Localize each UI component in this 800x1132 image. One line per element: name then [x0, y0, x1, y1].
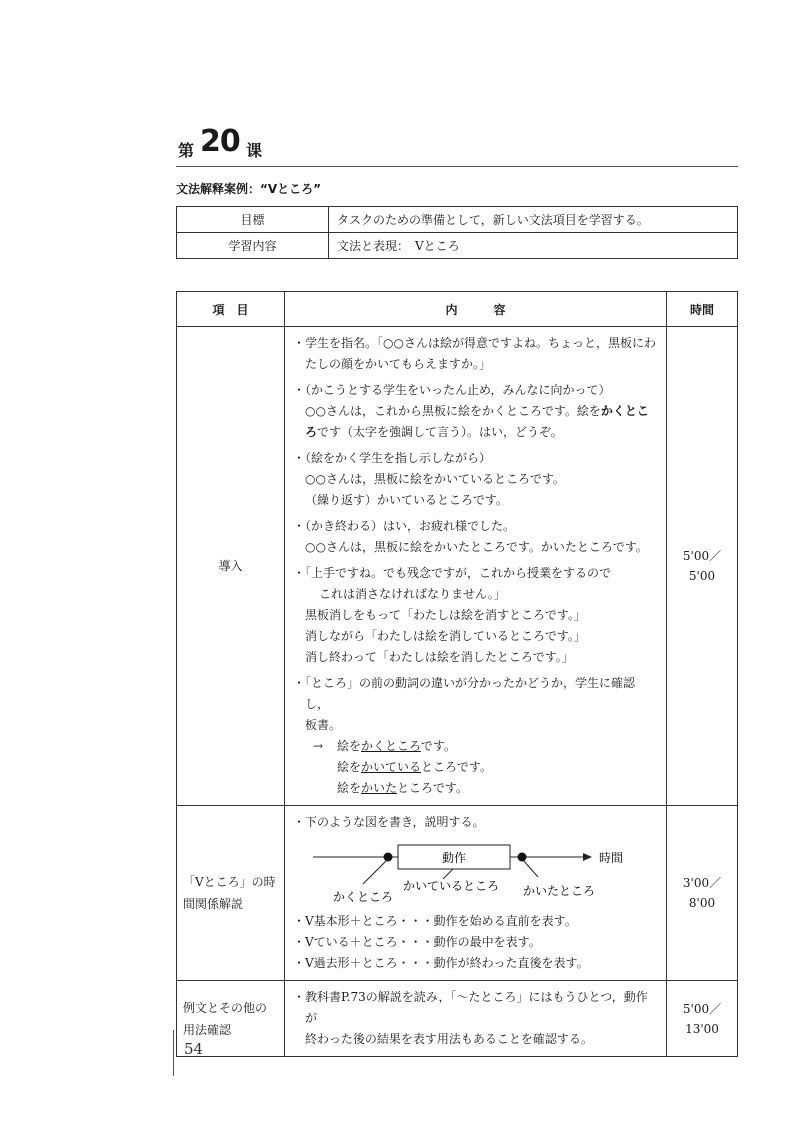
table-row: [177, 806, 738, 981]
arrow-icon: →: [313, 739, 324, 753]
header-content: 内 容: [285, 292, 667, 327]
timing-bullet: ・Vている＋ところ・・・動作の最中を表す。: [293, 935, 541, 949]
timing-bullet: ・V過去形＋ところ・・・動作が終わった直後を表す。: [293, 956, 589, 970]
intro-para-5: ・「上手ですね。でも残念ですが，これから授業をするので これは消さなければなりません。」 黒板消しをもって「わたしは絵を消すところです。」 消しながら「わたしは絵を消しているところです。」 消し終わって「わたしは絵を消したところです。」: [293, 566, 612, 664]
page-number: 54: [184, 1040, 204, 1058]
end-point: [518, 853, 527, 862]
intro-para-3: ・（絵をかく学生を指し示しながら） ○○さんは，黒板に絵をかいているところです。 （繰り返す）かいているところです。: [293, 451, 565, 507]
table-row: [177, 981, 738, 1057]
intro-para-2: ・（かこうとする学生をいったん止め，みんなに向かって） ○○さんは，これから黒板に絵をかくところです。絵をかくとこ ろです（太字を強調して言う）。はい，どうぞ。: [293, 383, 649, 439]
row-other-content: ・教科書P.73の解説を読み，「～たところ」にはもうひとつ，動作が 終わった後の結果を表す用法もあることを確認する。: [285, 981, 667, 1057]
content-key: 学習内容: [177, 233, 329, 259]
page-margin-rule: [173, 1030, 174, 1076]
section-subtitle: 文法解释案例：“Vところ”: [176, 182, 322, 196]
row-timing-content: [285, 806, 667, 981]
lesson-suffix: 课: [246, 141, 263, 160]
label-after: かいたところ: [523, 884, 596, 898]
bold-emphasis: ろ: [305, 425, 318, 439]
timing-bullet: ・V基本形＋ところ・・・動作を始める直前を表す。: [293, 914, 577, 928]
board-writing: [293, 736, 658, 799]
intro-para-6: ・「ところ」の前の動詞の違いが分かったかどうか，学生に確認し， 板書。: [293, 676, 636, 732]
timeline-diagram: [293, 839, 633, 907]
row-other-time: 5'00／ 13'00: [667, 981, 738, 1057]
goal-value: タスクのための準備として，新しい文法項目を学習する。: [329, 207, 738, 233]
board-line: 絵をかいたところです。: [337, 781, 468, 795]
intro-para-1: ・学生を指名。「○○さんは絵が得意ですよね。ちょっと，黒板にわ たしの顔をかいてもらえますか。」: [293, 336, 656, 371]
header-item: 項 目: [177, 292, 285, 327]
start-point: [384, 853, 393, 862]
header-time: 時間: [667, 292, 738, 327]
board-line: → 絵をかくところです。: [293, 736, 658, 757]
row-timing-time: 3'00／ 8'00: [667, 806, 738, 981]
lesson-plan-table: [176, 291, 738, 1057]
timing-lead: ・下のような図を書き，説明する。: [293, 815, 485, 829]
pointer-line: [523, 860, 538, 877]
intro-para-4: ・（かき終わる）はい，お疲れ様でした。 ○○さんは，黒板に絵をかいたところです。かいたところです。: [293, 519, 648, 554]
row-other-item: 例文とその他の 用法確認: [177, 981, 285, 1057]
row-timing-item: 「Vところ」の時 間関係解説: [177, 806, 285, 981]
lesson-prefix: 第: [178, 141, 195, 160]
action-box-label: 動作: [441, 851, 467, 865]
label-during: かいているところ: [403, 879, 500, 893]
table-row: [177, 327, 738, 806]
label-before: かくところ: [333, 890, 394, 904]
lesson-number: 20: [200, 124, 240, 159]
content-value: 文法と表現： Vところ: [329, 233, 738, 259]
axis-label: 時間: [599, 851, 624, 865]
row-intro-item: 導入: [177, 327, 285, 806]
table-row: [177, 207, 738, 233]
row-intro-content: [285, 327, 667, 806]
board-line: 絵をかいているところです。: [337, 760, 492, 774]
row-intro-time: 5'00／ 5'00: [667, 327, 738, 806]
bold-emphasis: かくとこ: [600, 404, 649, 418]
pointer-line: [443, 869, 453, 879]
pointer-line: [363, 860, 387, 884]
lesson-header: [176, 126, 738, 167]
table-header-row: [177, 292, 738, 327]
table-row: [177, 233, 738, 259]
goal-table: [176, 206, 738, 259]
goal-key: 目標: [177, 207, 329, 233]
axis-arrowhead-icon: [583, 853, 592, 861]
